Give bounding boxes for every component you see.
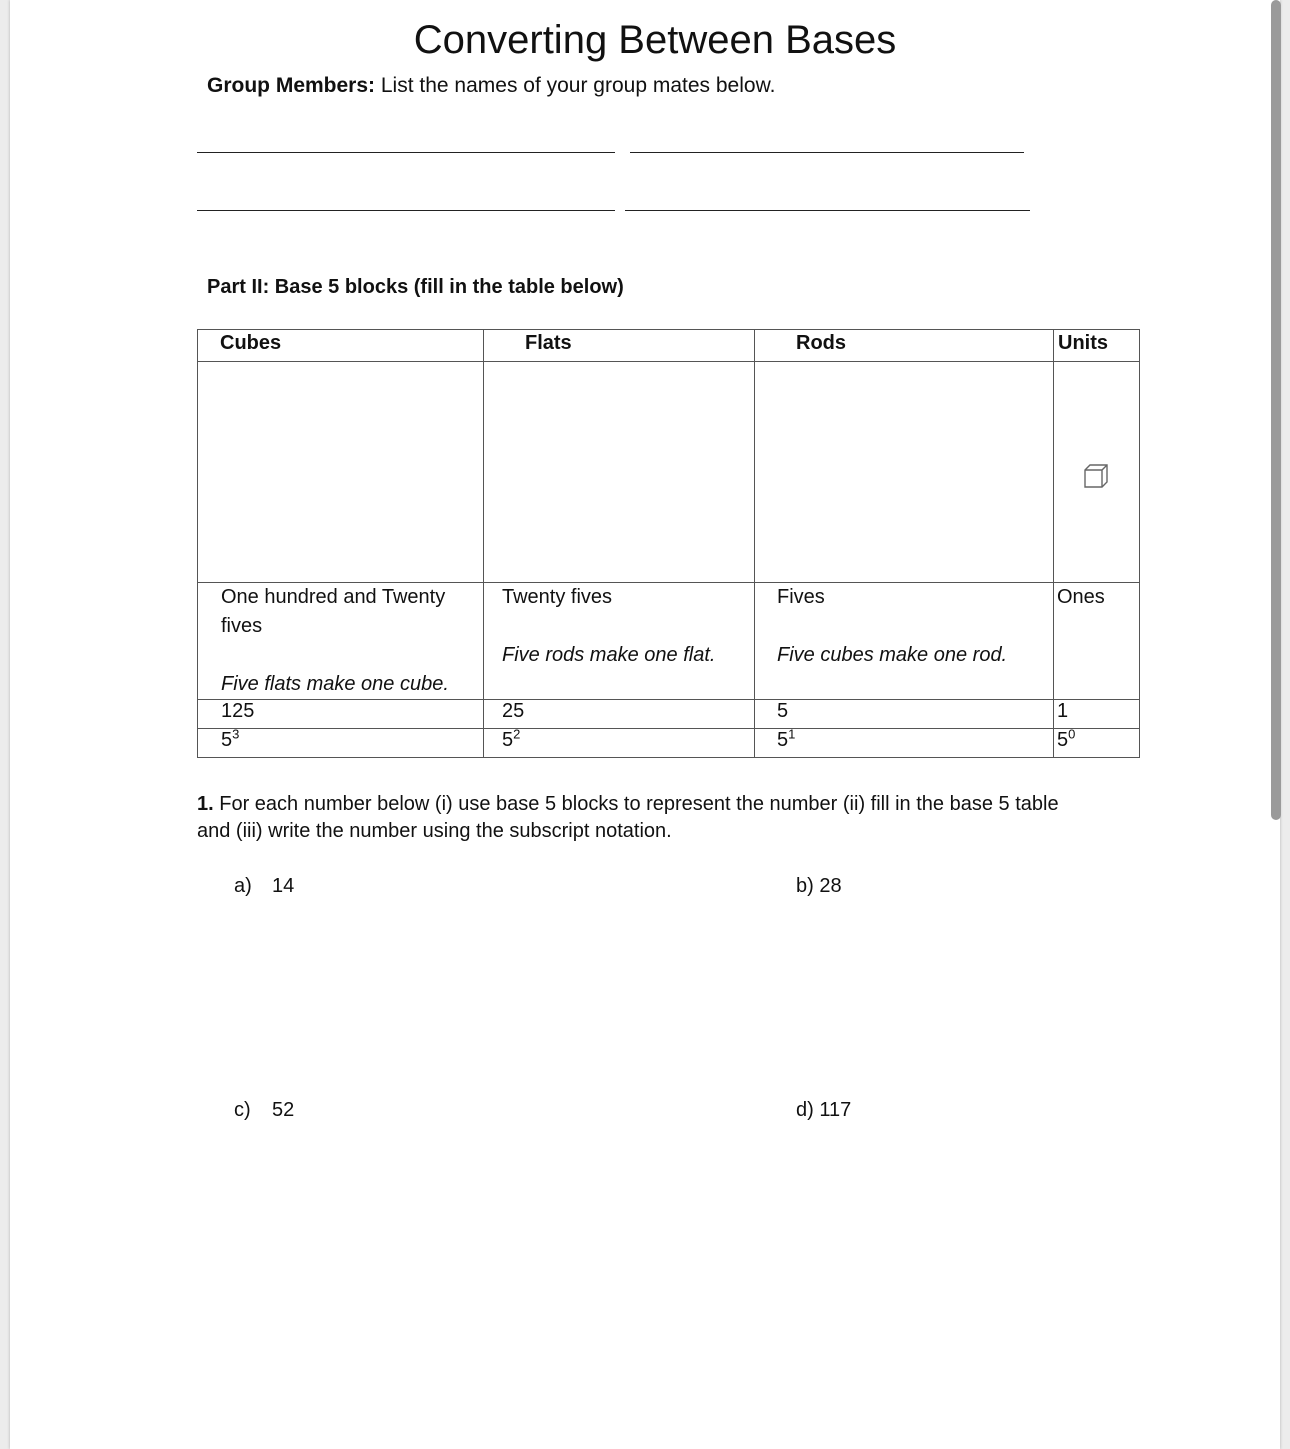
cubes-drawing-cell[interactable] bbox=[198, 362, 484, 583]
question-1 bbox=[197, 791, 1097, 845]
item-label: b) bbox=[796, 875, 814, 897]
item-b bbox=[796, 875, 842, 898]
base5-table bbox=[197, 329, 1140, 758]
group-members-text: List the names of your group mates below. bbox=[375, 74, 776, 97]
power-base: 5 bbox=[221, 729, 233, 751]
rods-drawing-cell[interactable] bbox=[755, 362, 1054, 583]
units-name: Ones bbox=[1057, 586, 1105, 608]
power-exponent: 1 bbox=[788, 726, 796, 742]
item-label: a) bbox=[234, 875, 252, 897]
header-units: Units bbox=[1054, 330, 1140, 362]
cubes-rule: Five flats make one cube. bbox=[221, 673, 449, 695]
units-power bbox=[1054, 726, 1140, 758]
item-value: 28 bbox=[819, 875, 842, 897]
power-exponent: 0 bbox=[1068, 726, 1076, 742]
item-a bbox=[234, 875, 294, 898]
item-c bbox=[234, 1099, 294, 1122]
power-base: 5 bbox=[1057, 729, 1069, 751]
item-value: 14 bbox=[272, 875, 295, 897]
value-row bbox=[198, 700, 1140, 729]
rods-power bbox=[755, 726, 1054, 758]
group-members-label: Group Members: bbox=[207, 74, 376, 97]
question-text: For each number below (i) use base 5 blocks to represent the number (ii) fill in the base 5 table and (iii) write the number using the subscript notation. bbox=[197, 793, 1059, 842]
rods-description bbox=[755, 583, 1054, 700]
group-members-instruction bbox=[207, 74, 775, 98]
part-heading: Part II: Base 5 blocks (fill in the table below) bbox=[207, 276, 624, 298]
cubes-power bbox=[198, 726, 484, 758]
rods-rule: Five cubes make one rod. bbox=[777, 644, 1008, 666]
header-flats: Flats bbox=[484, 330, 755, 362]
header-rods: Rods bbox=[755, 330, 1054, 362]
flats-power bbox=[484, 726, 755, 758]
cubes-name: One hundred and Twenty fives bbox=[221, 586, 446, 637]
units-description bbox=[1054, 583, 1140, 700]
cubes-value: 125 bbox=[198, 700, 484, 729]
units-drawing-cell bbox=[1054, 362, 1140, 583]
name-blank-2[interactable] bbox=[630, 152, 1024, 153]
rods-name: Fives bbox=[777, 586, 825, 608]
flats-drawing-cell[interactable] bbox=[484, 362, 755, 583]
drawing-row bbox=[198, 362, 1140, 583]
power-row bbox=[198, 729, 1140, 758]
page-title: Converting Between Bases bbox=[413, 18, 897, 62]
power-exponent: 3 bbox=[232, 726, 240, 742]
flats-name: Twenty fives bbox=[502, 586, 613, 608]
question-number: 1. bbox=[197, 793, 214, 815]
power-base: 5 bbox=[502, 729, 514, 751]
item-value: 52 bbox=[272, 1099, 295, 1121]
name-blank-3[interactable] bbox=[197, 210, 615, 211]
description-row bbox=[198, 583, 1140, 700]
name-blank-4[interactable] bbox=[625, 210, 1030, 211]
units-value: 1 bbox=[1054, 700, 1140, 729]
vertical-scrollbar[interactable] bbox=[1271, 0, 1281, 820]
flats-rule: Five rods make one flat. bbox=[502, 644, 716, 666]
cubes-description bbox=[198, 583, 484, 700]
power-exponent: 2 bbox=[513, 726, 521, 742]
item-label: c) bbox=[234, 1099, 251, 1121]
power-base: 5 bbox=[777, 729, 789, 751]
name-blank-1[interactable] bbox=[197, 152, 615, 153]
cube-icon bbox=[1082, 462, 1110, 490]
item-label: d) bbox=[796, 1099, 814, 1121]
rods-value: 5 bbox=[755, 700, 1054, 729]
header-row bbox=[198, 330, 1140, 362]
item-value: 117 bbox=[819, 1099, 852, 1121]
header-cubes: Cubes bbox=[198, 330, 484, 362]
item-d bbox=[796, 1099, 851, 1122]
flats-description bbox=[484, 583, 755, 700]
flats-value: 25 bbox=[484, 700, 755, 729]
